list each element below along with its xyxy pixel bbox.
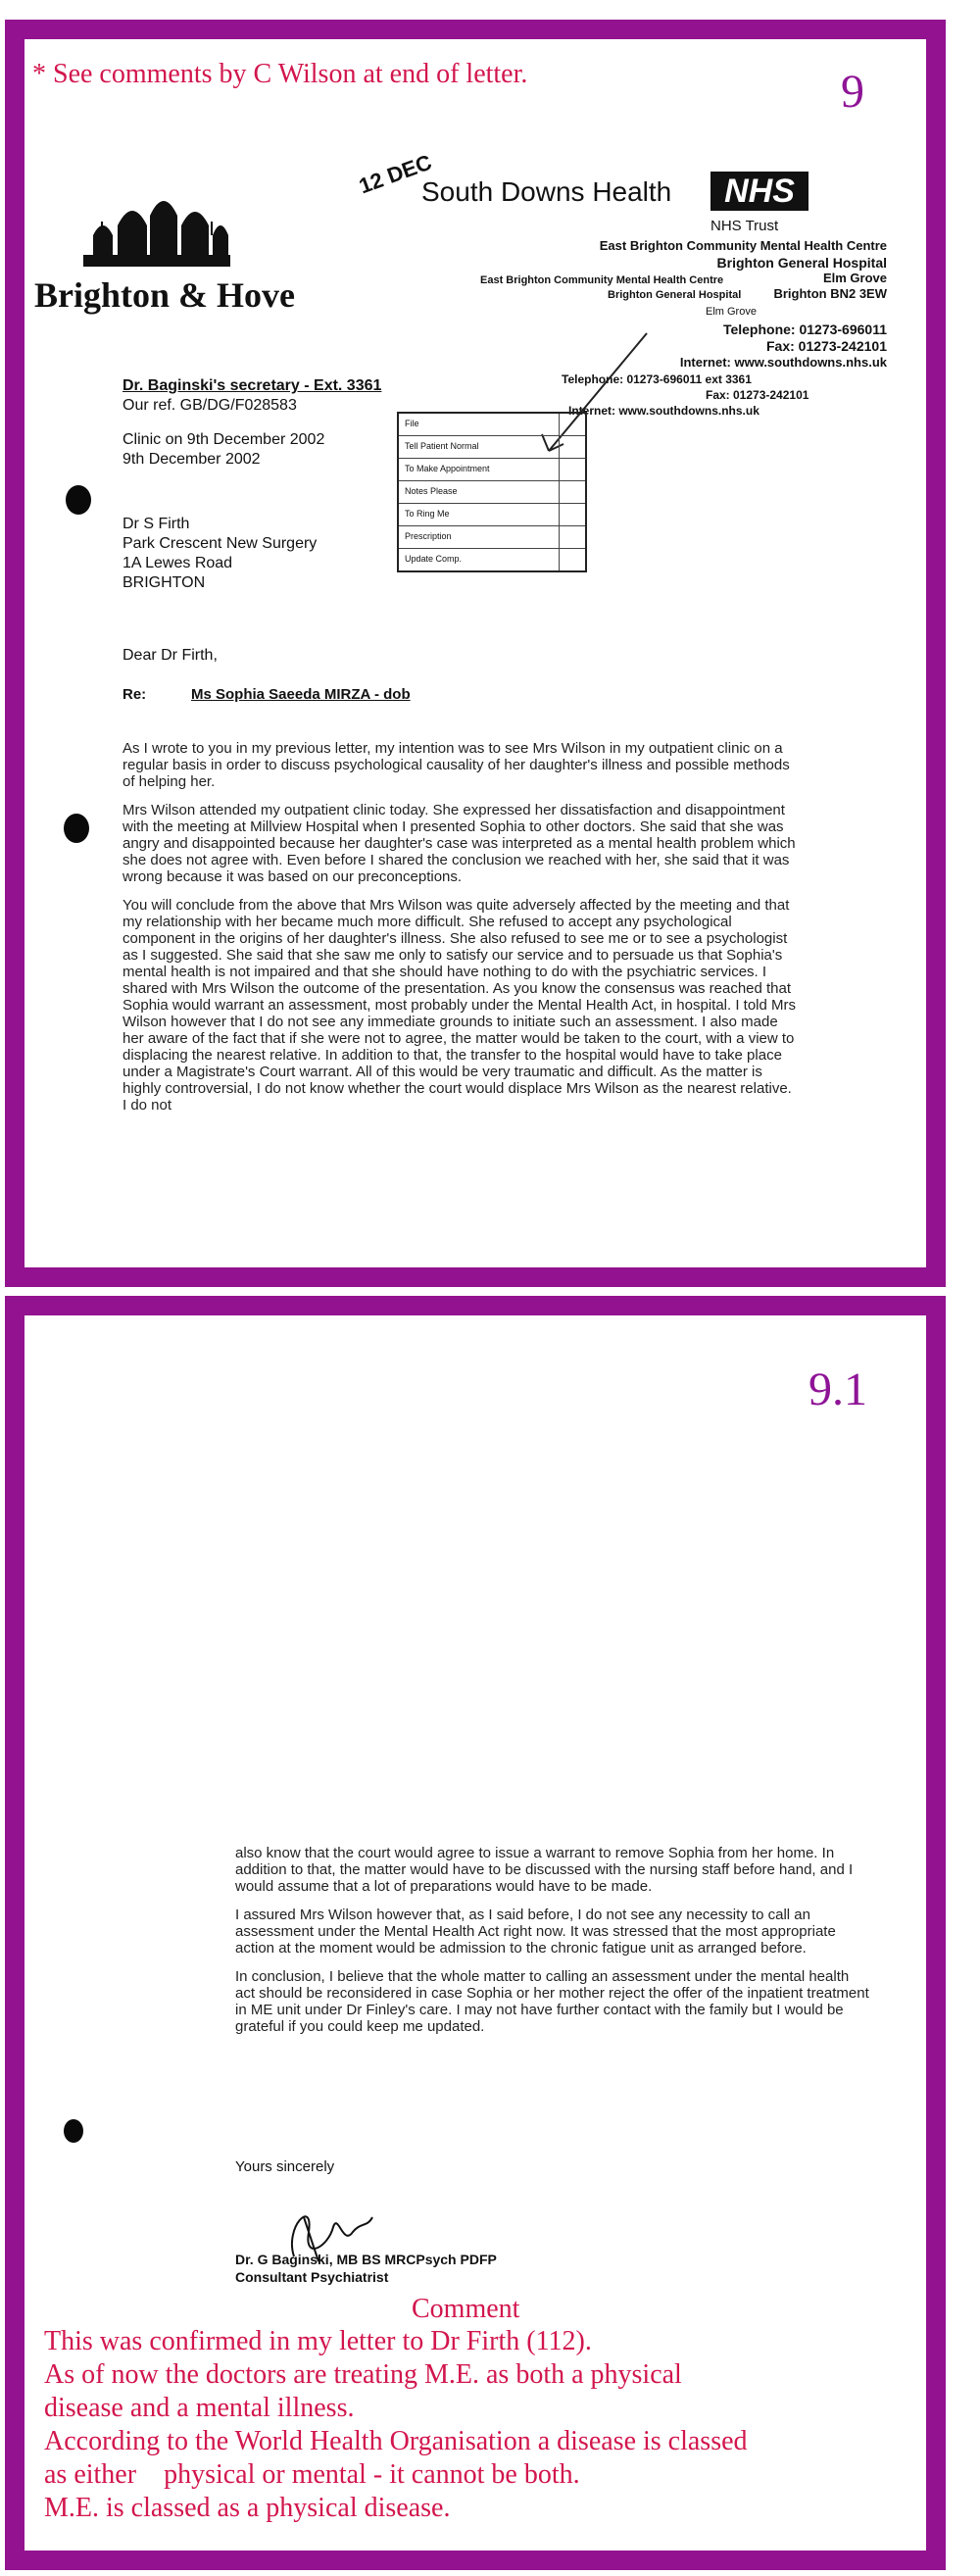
address-postcode: Brighton BN2 3EW (773, 286, 887, 301)
comment-line: M.E. is classed as a physical disease. (44, 2493, 451, 2523)
letter-body-page-1 (122, 740, 799, 1125)
page-number: 9 (841, 66, 864, 118)
recipient-line: BRIGHTON (122, 574, 206, 591)
paragraph: I assured Mrs Wilson however that, as I said before, I do not see any necessity to call an assessment under the Mental Health Act right now. It was stressed that the most appropriate action at the moment would be admission to the chronic fatigue unit as arranged before. (235, 1907, 836, 1957)
page-number: 9.1 (808, 1363, 867, 1415)
recipient-address (122, 515, 317, 593)
re-subject: Ms Sophia Saeeda MIRZA - dob (191, 686, 411, 703)
punch-hole (66, 485, 91, 515)
letter-page-2 (5, 1296, 946, 2570)
action-checklist (397, 412, 587, 572)
comment-note: * See comments by C Wilson at end of letter. (32, 59, 528, 89)
checklist-row: Tell Patient Normal (399, 436, 585, 459)
signatory: Dr. G Baginski, MB BS MRCPsych PDFP (235, 2252, 497, 2267)
telephone-ext: Telephone: 01273-696011 ext 3361 (562, 372, 752, 386)
comment-line: as either physical or mental - it cannot be both. (44, 2459, 580, 2490)
salutation: Dear Dr Firth, (122, 647, 218, 664)
centre-name: East Brighton Community Mental Health Centre (599, 238, 887, 253)
checklist-row: Notes Please (399, 481, 585, 504)
internet: Internet: www.southdowns.nhs.uk (679, 355, 887, 370)
comment-line: This was confirmed in my letter to Dr Firth (112). (44, 2326, 592, 2356)
brighton-pavilion-logo (74, 186, 240, 274)
letter-body-page-2 (235, 1845, 872, 2047)
paragraph: Mrs Wilson attended my outpatient clinic today. She expressed her dissatisfaction and disappointment with the meeting at Millview Hospital when I presented Sophia to other doctors. She said that she was angry and disappointed because her daughter's case was interpreted as a mental health problem which she does not agree with. Even before I shared the conclusion we reached with her, she said that it was wrong because it was based on our preconceptions. (122, 802, 796, 885)
punch-hole (64, 814, 89, 843)
paragraph: As I wrote to you in my previous letter, my intention was to see Mrs Wilson in my outpatient clinic on a regular basis in order to discuss psychological causality of her daughter's illness and possible methods of helping her. (122, 740, 790, 790)
received-stamp: 12 DEC (355, 149, 435, 199)
paragraph: In conclusion, I believe that the whole matter to calling an assessment under the mental health act should be reconsidered in case Sophia or her mother reject the offer of the inpatient treatment in ME unit under Dr Finley's care. I may not have further contact with the family but I would be grateful if you could keep me updated. (235, 1968, 869, 2035)
re-label: Re: (122, 686, 147, 703)
recipient-line: Dr S Firth (122, 516, 190, 532)
south-downs-heading: South Downs Health (421, 176, 672, 207)
signatory-title: Consultant Psychiatrist (235, 2269, 389, 2285)
hospital-name: Brighton General Hospital (716, 255, 887, 271)
address-elm-grove-2: Elm Grove (706, 306, 757, 318)
checklist-row: Prescription (399, 526, 585, 549)
closing: Yours sincerely (235, 2158, 335, 2175)
comment-line: As of now the doctors are treating M.E. as both a physical (44, 2359, 682, 2390)
brighton-hove-logo-text: Brighton & Hove (34, 275, 295, 315)
address-elm-grove: Elm Grove (822, 271, 887, 285)
checklist-row: File (399, 414, 585, 436)
checklist-row: Update Comp. (399, 549, 585, 570)
comment-line: disease and a mental illness. (44, 2393, 355, 2423)
nhs-logo: NHS (710, 172, 808, 211)
recipient-line: 1A Lewes Road (122, 555, 233, 571)
recipient-line: Park Crescent New Surgery (122, 535, 318, 552)
secretary-line: Dr. Baginski's secretary - Ext. 3361 (122, 377, 382, 394)
paragraph: You will conclude from the above that Mrs Wilson was quite adversely affected by the meeting and that my relationship with her became much more difficult. She refused to accept any psychological component in the origins of her daughter's illness. She also refused to see me or to see a psychologist as I suggested. She said that she saw me only to satisfy our service and to persuade us that Sophia's mental health is not impaired and that she should have nothing to do with the psychiatric services. I shared with Mrs Wilson the outcome of the presentation. As you know the consensus was reached that Sophia would warrant an assessment, most probably under the Mental Health Act, in hospital. I told Mrs Wilson however that I do not see any immediate grounds to initiate such an assessment. I also made her aware of the fact that if she were not to agree, the matter would be taken to the court, with a view to displacing the nearest relative. In addition to that, the transfer to the hospital would have to take place under a Magistrate's Court warrant. All of this would be very traumatic and difficult. As the matter is highly controversial, I do not know whether the court would displace Mrs Wilson as the nearest relative. I do not (122, 897, 797, 1114)
fax-2: Fax: 01273-242101 (706, 388, 809, 402)
checklist-row: To Make Appointment (399, 459, 585, 481)
nhs-trust: NHS Trust (710, 218, 779, 234)
telephone: Telephone: 01273-696011 (722, 322, 887, 337)
comment-heading: Comment (412, 2294, 520, 2324)
checklist-row: To Ring Me (399, 504, 585, 526)
letter-date: 9th December 2002 (122, 451, 261, 468)
internet-2: Internet: www.southdowns.nhs.uk (568, 404, 760, 418)
paragraph: also know that the court would agree to issue a warrant to remove Sophia from her home. In addition to that, the matter would have to be discussed with the nursing staff before hand, and I would assume that a lot of preparations would have to be made. (235, 1845, 854, 1895)
hospital-name-small: Brighton General Hospital (608, 289, 742, 301)
our-ref: Our ref. GB/DG/F028583 (122, 397, 297, 414)
comment-body (44, 2325, 748, 2525)
clinic-date: Clinic on 9th December 2002 (122, 431, 325, 448)
comment-line: According to the World Health Organisation a disease is classed (44, 2426, 748, 2456)
punch-hole (64, 2119, 83, 2143)
centre-name-small: East Brighton Community Mental Health Centre (480, 274, 724, 286)
letter-page-1 (5, 20, 946, 1287)
fax: Fax: 01273-242101 (766, 338, 887, 354)
